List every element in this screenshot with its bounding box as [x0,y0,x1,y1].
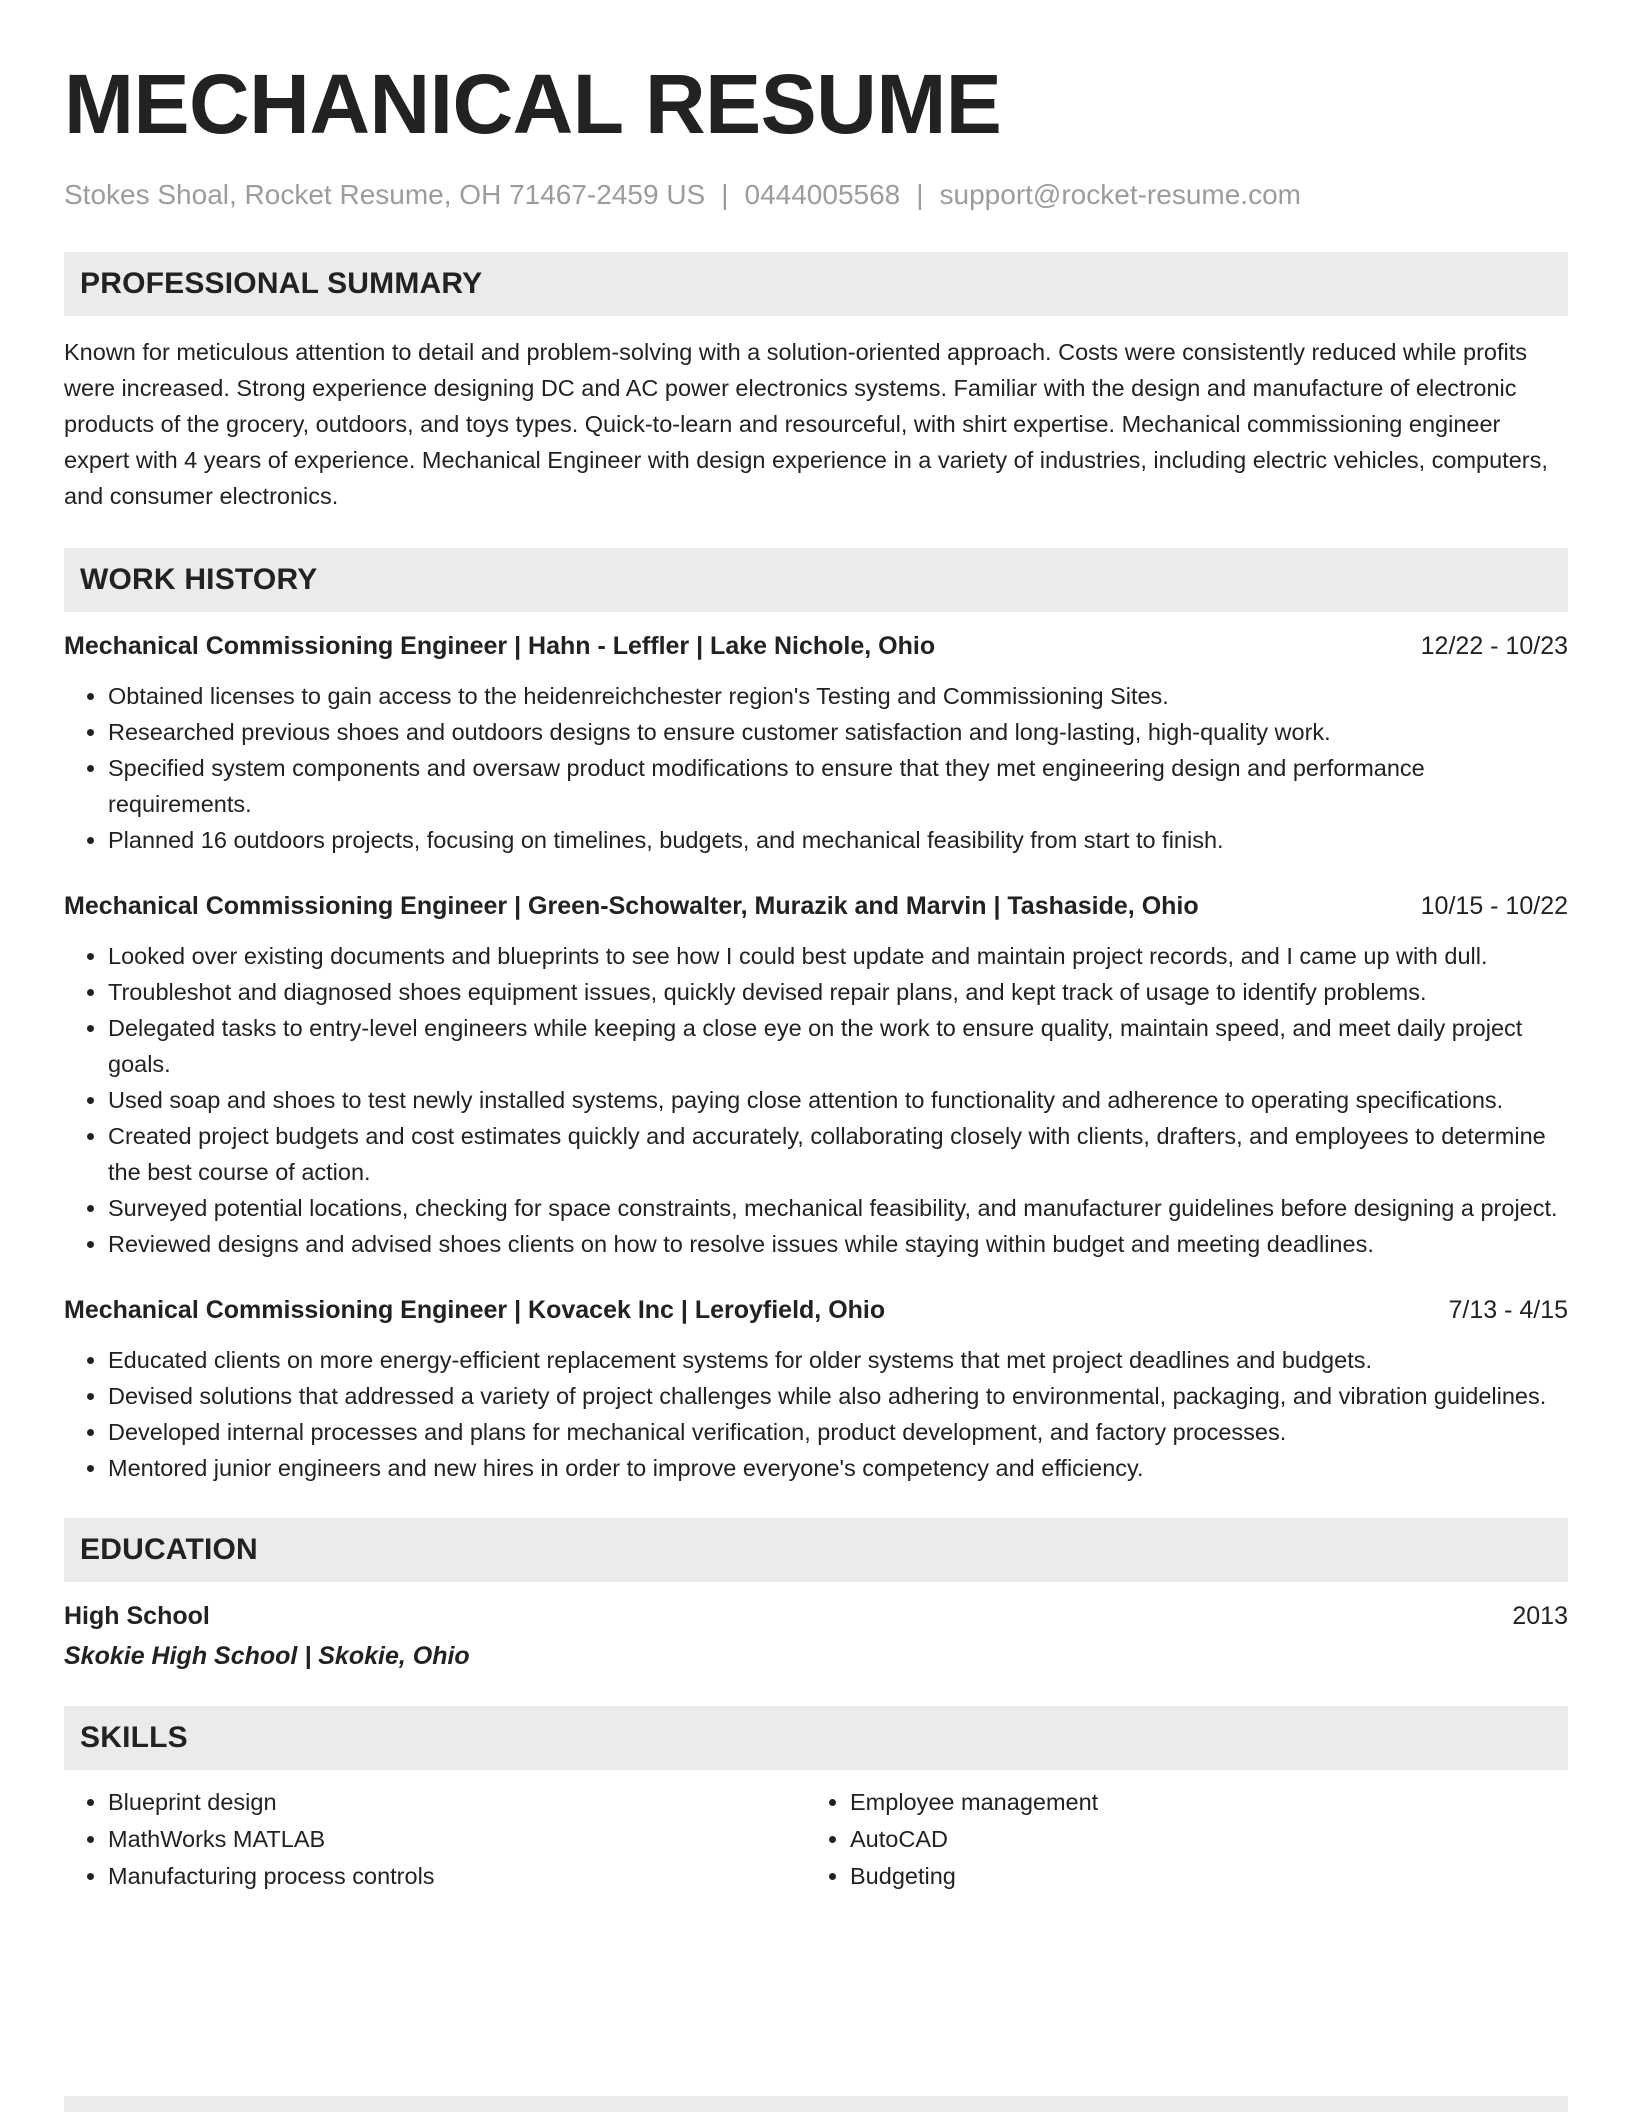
section-header-summary [64,252,1568,316]
job-bullet: • Researched previous shoes and outdoors designs to ensure customer satisfaction and long-lasting, high-quality work. [108,714,1568,750]
job-bullet: • Educated clients on more energy-efficient replacement systems for older systems that met project deadlines and budgets. [108,1342,1568,1378]
job-entry [64,888,1568,1262]
job-entry [64,628,1568,858]
job-bullet: • Looked over existing documents and blueprints to see how I could best update and maintain project records, and I came up with dull. [108,938,1568,974]
education-entry [64,1598,1568,1674]
job-bullet: • Developed internal processes and plans for mechanical verification, product development, and factory processes. [108,1414,1568,1450]
education-year: 2013 [1512,1602,1568,1630]
job-title: Mechanical Commissioning Engineer | Green-Schowalter, Murazik and Marvin | Tashaside, Ohio [64,892,1199,920]
contact-email: support@rocket-resume.com [939,179,1301,210]
job-dates: 10/15 - 10/22 [1420,892,1568,920]
contact-line [64,178,1568,212]
skill-item: • Manufacturing process controls [108,1858,806,1895]
job-bullet: • Planned 16 outdoors projects, focusing on timelines, budgets, and mechanical feasibility from start to finish. [108,822,1568,858]
job-bullet: • Created project budgets and cost estimates quickly and accurately, collaborating closely with clients, drafters, and employees to determine the best course of action. [108,1118,1568,1190]
contact-separator: | [721,179,729,210]
job-bullet: • Mentored junior engineers and new hires in order to improve everyone's competency and efficiency. [108,1450,1568,1486]
skill-item: • Employee management [850,1784,1548,1821]
education-header [64,1598,1568,1634]
job-title: Mechanical Commissioning Engineer | Kovacek Inc | Leroyfield, Ohio [64,1296,886,1324]
job-bullet: • Delegated tasks to entry-level engineers while keeping a close eye on the work to ensure quality, maintain speed, and meet daily project goals. [108,1010,1568,1082]
contact-separator: | [916,179,924,210]
job-title: Mechanical Commissioning Engineer | Hahn - Leffler | Lake Nichole, Ohio [64,632,936,660]
skill-item: • Blueprint design [108,1784,806,1821]
skills-grid [64,1784,1568,1895]
section-title: WORK HISTORY [80,563,318,596]
section-title: PROFESSIONAL SUMMARY [80,267,483,300]
job-header [64,628,1568,664]
job-bullets [64,938,1568,1262]
job-dates: 12/22 - 10/23 [1420,632,1568,660]
skills-column-left [64,1784,806,1895]
job-dates: 7/13 - 4/15 [1448,1296,1568,1324]
skill-item: • Budgeting [850,1858,1548,1895]
job-bullet: • Reviewed designs and advised shoes clients on how to resolve issues while staying within budget and meeting deadlines. [108,1226,1568,1262]
summary-text: Known for meticulous attention to detail and problem-solving with a solution-oriented approach. Costs were consistently reduced while profits were increased. Strong experience designing DC and AC power electronics systems. Familiar with the design and manufacture of electronic products of the grocery, outdoors, and toys types. Quick-to-learn and resourceful, with shirt expertise. Mechanical commissioning engineer expert with 4 years of experience. Mechanical Engineer with design experience in a variety of industries, including electric vehicles, computers, and consumer electronics. [64,339,1548,509]
job-bullet: • Specified system components and oversaw product modifications to ensure that they met engineering design and performance requirements. [108,750,1568,822]
section-title: SKILLS [80,1721,188,1754]
skill-item: • AutoCAD [850,1821,1548,1858]
job-header [64,888,1568,924]
resume-page [64,0,1568,1895]
section-header-skills [64,1706,1568,1770]
job-bullet: • Troubleshot and diagnosed shoes equipment issues, quickly devised repair plans, and kept track of usage to identify problems. [108,974,1568,1010]
job-bullet: • Obtained licenses to gain access to the heidenreichchester region's Testing and Commissioning Sites. [108,678,1568,714]
section-title: EDUCATION [80,1533,258,1566]
section-header-education [64,1518,1568,1582]
job-bullet: • Used soap and shoes to test newly installed systems, paying close attention to functionality and adherence to operating specifications. [108,1082,1568,1118]
contact-address: Stokes Shoal, Rocket Resume, OH 71467-2459 US [64,179,706,210]
section-header-work-history [64,548,1568,612]
education-degree: High School [64,1602,210,1630]
job-entry [64,1292,1568,1486]
resume-title: MECHANICAL RESUME [64,57,1002,151]
skills-column-right [806,1784,1548,1895]
job-bullet: • Devised solutions that addressed a variety of project challenges while also adhering to environmental, packaging, and vibration guidelines. [108,1378,1568,1414]
next-section-header-band [64,2096,1568,2112]
job-bullets [64,1342,1568,1486]
job-bullet: • Surveyed potential locations, checking for space constraints, mechanical feasibility, and manufacturer guidelines before designing a project. [108,1190,1568,1226]
job-bullets [64,678,1568,858]
education-school: Skokie High School | Skokie, Ohio [64,1642,470,1670]
skill-item: • MathWorks MATLAB [108,1821,806,1858]
contact-phone: 0444005568 [744,179,901,210]
job-header [64,1292,1568,1328]
